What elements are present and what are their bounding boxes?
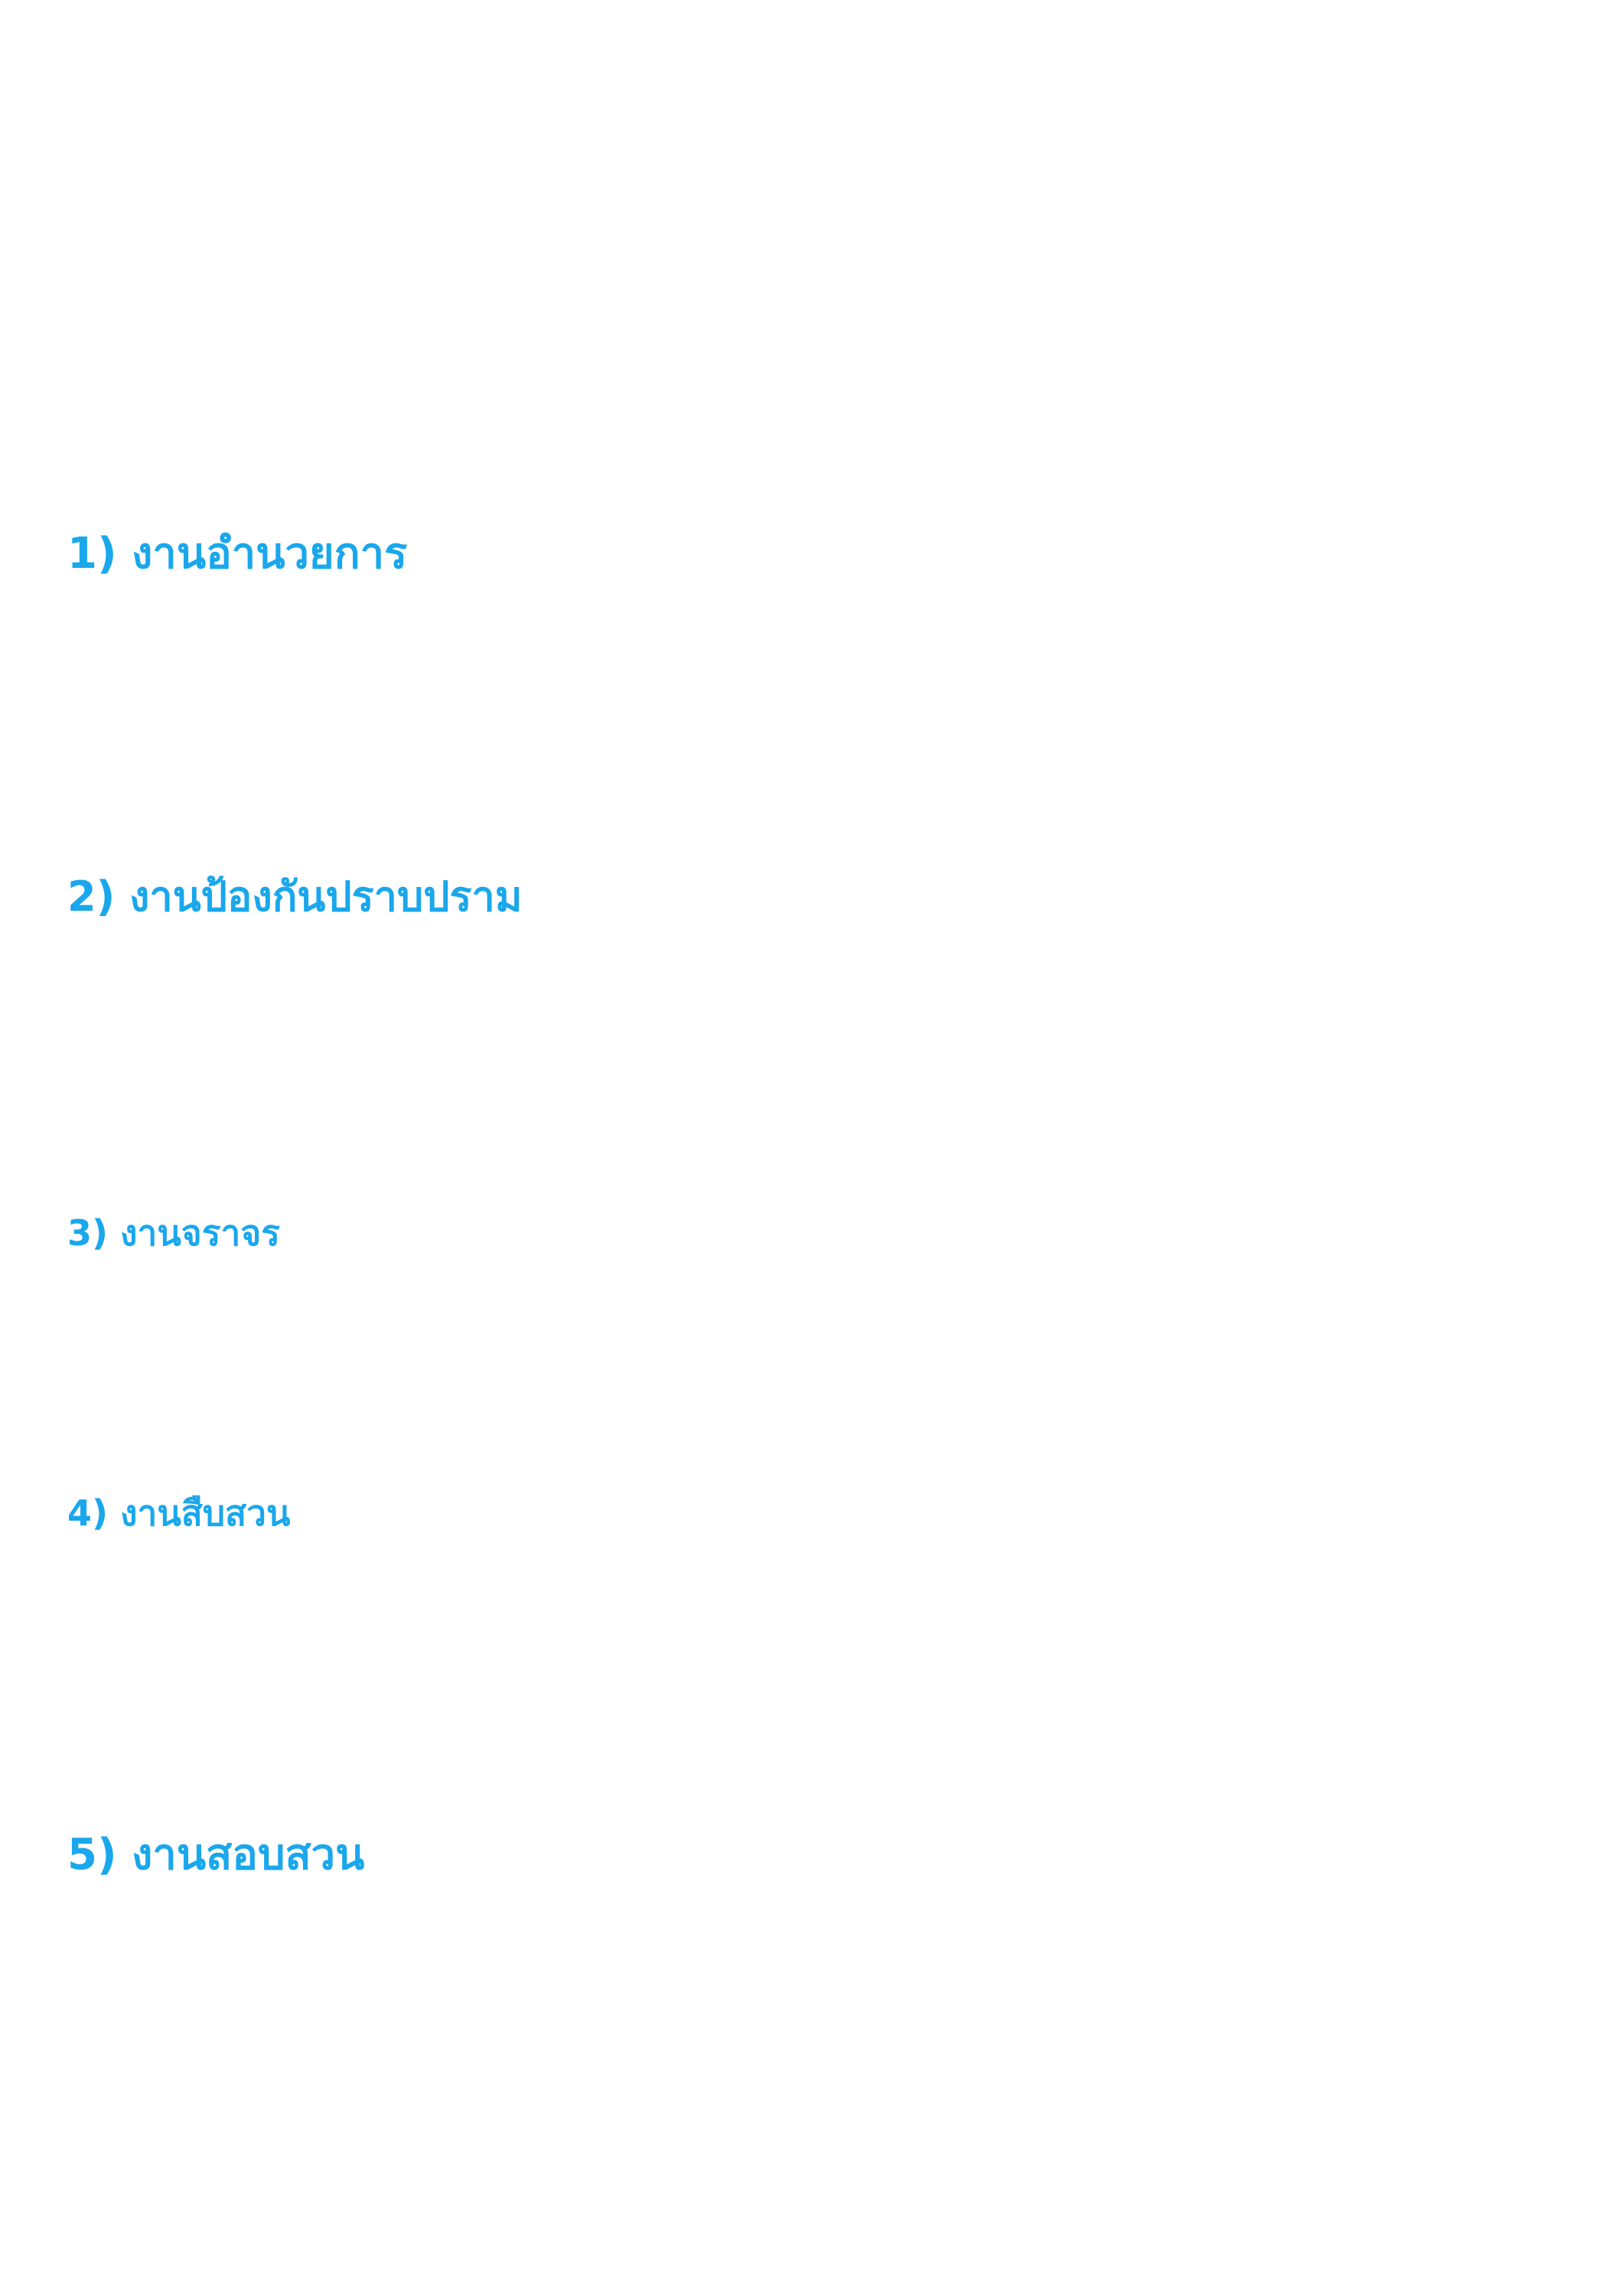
section-heading-administration: 1) งานอำนวยการ [67, 529, 408, 579]
section-heading-investigation: 4) งานสืบสวน [67, 1492, 291, 1534]
section-heading-inquiry: 5) งานสอบสวน [67, 1830, 365, 1880]
section-heading-crime-prevention: 2) งานป้องกันปราบปราม [67, 872, 523, 921]
section-heading-traffic: 3) งานจราจร [67, 1212, 280, 1254]
